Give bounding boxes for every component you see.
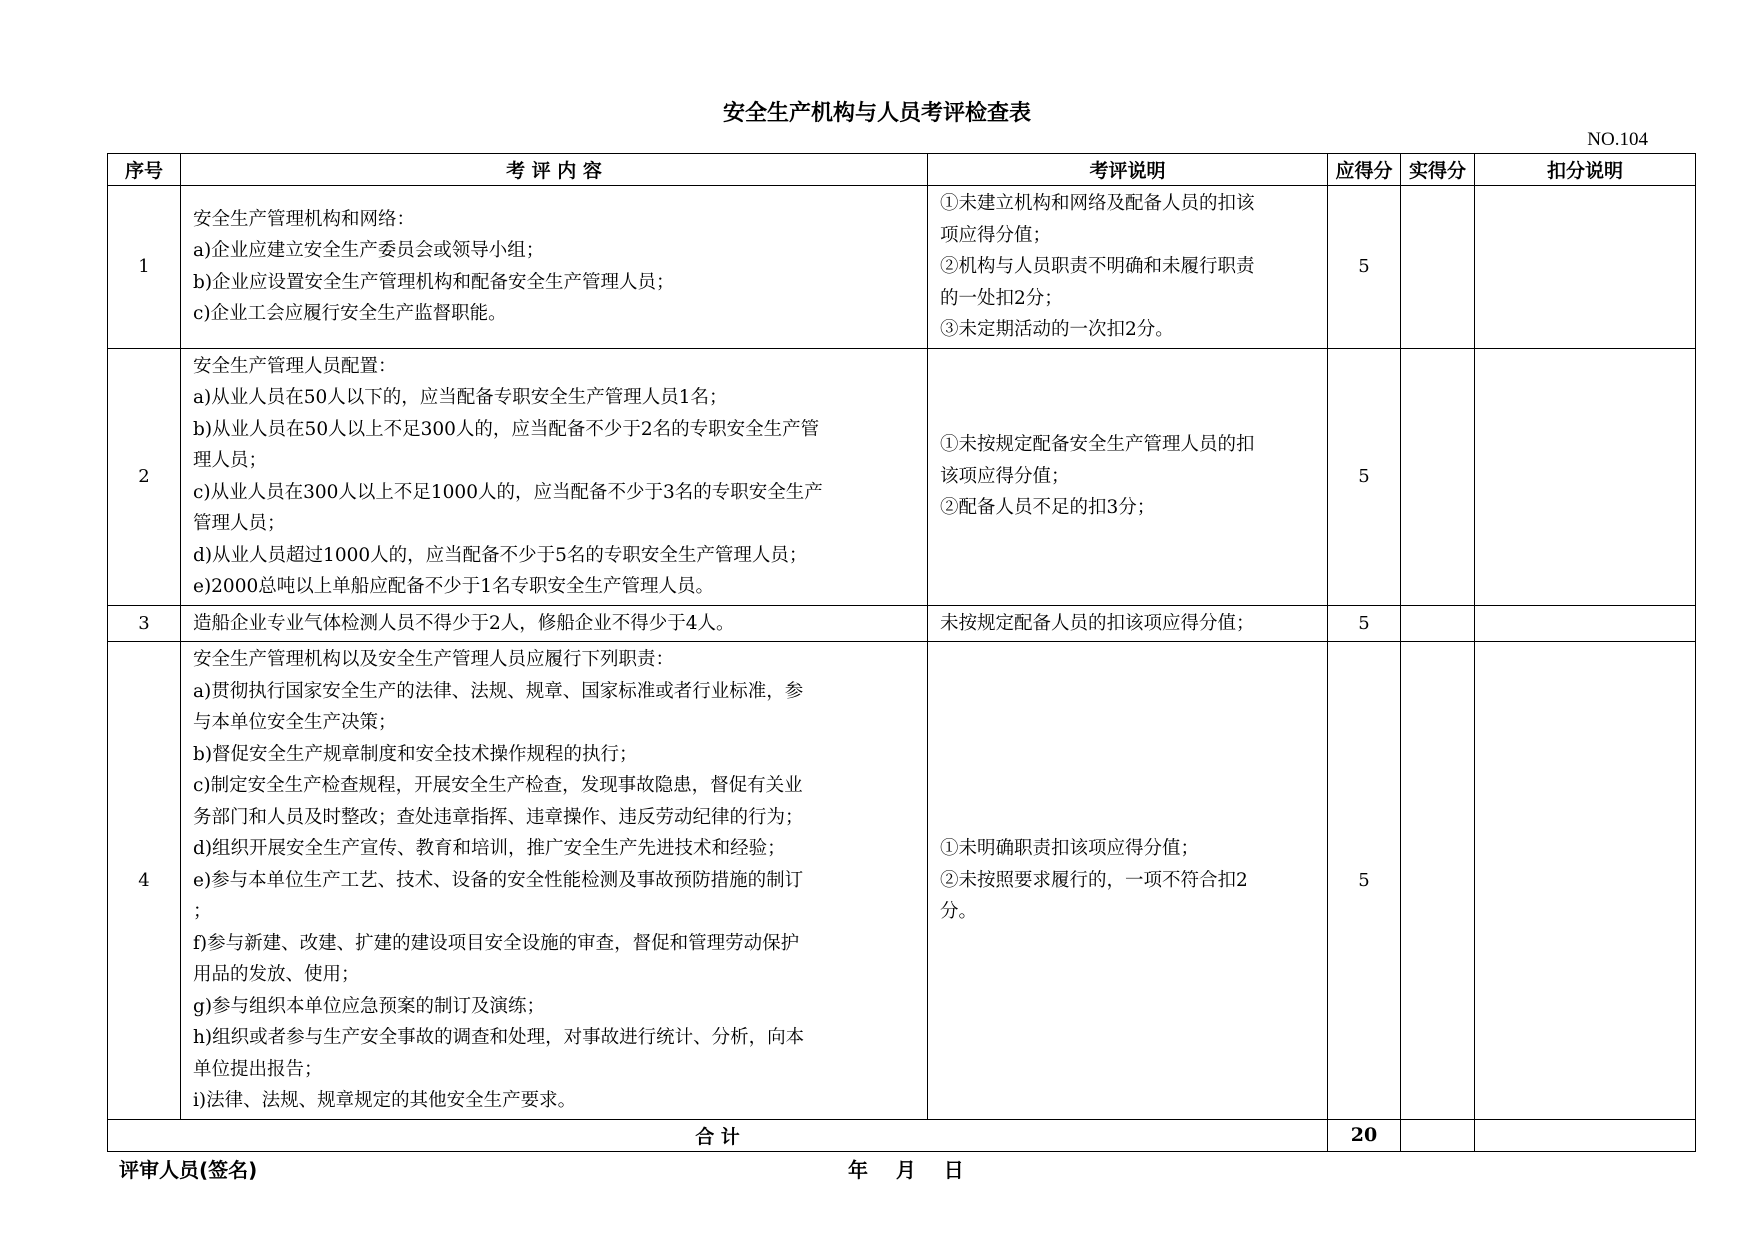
row-seq: 2 bbox=[108, 348, 181, 605]
header-note: 考评说明 bbox=[928, 154, 1328, 186]
row-expected-score: 5 bbox=[1328, 348, 1401, 605]
content-line: h)组织或者参与生产安全事故的调查和处理，对事故进行统计、分析，向本 bbox=[193, 1027, 805, 1048]
header-actual: 实得分 bbox=[1401, 154, 1475, 186]
content-line: b)督促安全生产规章制度和安全技术操作规程的执行； bbox=[193, 743, 638, 765]
evaluation-table bbox=[107, 153, 1696, 1152]
note-line: ①未建立机构和网络及配备人员的扣该 bbox=[940, 193, 1255, 214]
content-line: 理人员； bbox=[193, 450, 268, 471]
content-line: 务部门和人员及时整改；查处违章指挥、违章操作、违反劳动纪律的行为； bbox=[193, 806, 804, 828]
row-seq: 1 bbox=[108, 186, 181, 349]
total-row bbox=[108, 1119, 1696, 1151]
row-content bbox=[181, 186, 928, 349]
row-actual-score[interactable] bbox=[1401, 605, 1475, 642]
row-actual-score[interactable] bbox=[1401, 186, 1475, 349]
content-line: c)制定安全生产检查规程，开展安全生产检查，发现事故隐患，督促有关业 bbox=[193, 775, 803, 796]
content-line: d)组织开展安全生产宣传、教育和培训，推广安全生产先进技术和经验； bbox=[193, 838, 786, 859]
row-deduction-note[interactable] bbox=[1475, 642, 1696, 1120]
row-expected-score: 5 bbox=[1328, 605, 1401, 642]
content-line: ； bbox=[193, 901, 212, 922]
content-line: a)企业应建立安全生产委员会或领导小组； bbox=[193, 240, 545, 262]
note-line: 项应得分值； bbox=[940, 224, 1052, 246]
row-note bbox=[928, 642, 1328, 1120]
header-expected: 应得分 bbox=[1328, 154, 1401, 186]
note-line: ①未明确职责扣该项应得分值； bbox=[940, 838, 1200, 859]
content-line: 安全生产管理机构以及安全生产管理人员应履行下列职责： bbox=[193, 649, 675, 670]
note-line: 的一处扣2分； bbox=[940, 287, 1063, 309]
row-expected-score: 5 bbox=[1328, 186, 1401, 349]
content-line: e)参与本单位生产工艺、技术、设备的安全性能检测及事故预防措施的制订 bbox=[193, 869, 804, 891]
content-line: a)贯彻执行国家安全生产的法律、法规、规章、国家标准或者行业标准，参 bbox=[193, 680, 804, 702]
content-line: 管理人员； bbox=[193, 513, 286, 534]
date-label: 年 月 日 bbox=[848, 1158, 964, 1182]
total-expected: 20 bbox=[1328, 1119, 1401, 1151]
row-expected-score: 5 bbox=[1328, 642, 1401, 1120]
note-line: ③未定期活动的一次扣2分。 bbox=[940, 319, 1174, 340]
note-line: ②配备人员不足的扣3分； bbox=[940, 497, 1156, 519]
row-deduction-note[interactable] bbox=[1475, 348, 1696, 605]
content-line: a)从业人员在50人以下的，应当配备专职安全生产管理人员1名； bbox=[193, 387, 728, 408]
content-line: c)企业工会应履行安全生产监督职能。 bbox=[193, 303, 507, 325]
table-row bbox=[108, 186, 1696, 349]
note-line: ②未按照要求履行的，一项不符合扣2 bbox=[940, 869, 1248, 891]
note-line: 该项应得分值； bbox=[940, 465, 1070, 487]
row-seq: 4 bbox=[108, 642, 181, 1120]
row-note bbox=[928, 605, 1328, 642]
row-actual-score[interactable] bbox=[1401, 642, 1475, 1120]
content-line: 用品的发放、使用； bbox=[193, 964, 360, 985]
table-row bbox=[108, 605, 1696, 642]
document-number: NO.104 bbox=[1587, 129, 1648, 150]
header-content: 考 评 内 容 bbox=[181, 154, 928, 186]
total-deduction[interactable] bbox=[1475, 1119, 1696, 1151]
content-line: 安全生产管理人员配置： bbox=[193, 355, 397, 377]
note-line: ①未按规定配备安全生产管理人员的扣 bbox=[940, 434, 1255, 456]
reviewer-signature-label: 评审人员(签名) bbox=[119, 1158, 258, 1182]
content-line: f)参与新建、改建、扩建的建设项目安全设施的审查，督促和管理劳动保护 bbox=[193, 932, 800, 954]
content-line: 与本单位安全生产决策； bbox=[193, 712, 397, 733]
content-line: 单位提出报告； bbox=[193, 1058, 323, 1080]
table-header-row bbox=[108, 154, 1696, 186]
row-content bbox=[181, 642, 928, 1120]
row-seq: 3 bbox=[108, 605, 181, 642]
table-row bbox=[108, 348, 1696, 605]
note-line: 未按规定配备人员的扣该项应得分值； bbox=[940, 612, 1255, 634]
note-line: ②机构与人员职责不明确和未履行职责 bbox=[940, 256, 1255, 277]
table-row bbox=[108, 642, 1696, 1120]
content-line: c)从业人员在300人以上不足1000人的，应当配备不少于3名的专职安全生产 bbox=[193, 481, 823, 503]
row-actual-score[interactable] bbox=[1401, 348, 1475, 605]
content-line: b)企业应设置安全生产管理机构和配备安全生产管理人员； bbox=[193, 271, 675, 293]
row-content bbox=[181, 348, 928, 605]
row-note bbox=[928, 348, 1328, 605]
content-line: e)2000总吨以上单船应配备不少于1名专职安全生产管理人员。 bbox=[193, 576, 715, 597]
content-line: 造船企业专业气体检测人员不得少于2人，修船企业不得少于4人。 bbox=[193, 612, 735, 634]
total-actual[interactable] bbox=[1401, 1119, 1475, 1151]
row-deduction-note[interactable] bbox=[1475, 605, 1696, 642]
row-content bbox=[181, 605, 928, 642]
content-line: 安全生产管理机构和网络： bbox=[193, 208, 416, 230]
header-deduction: 扣分说明 bbox=[1475, 154, 1696, 186]
note-line: 分。 bbox=[940, 901, 978, 922]
content-line: i)法律、法规、规章规定的其他安全生产要求。 bbox=[193, 1090, 577, 1111]
content-line: b)从业人员在50人以上不足300人的，应当配备不少于2名的专职安全生产管 bbox=[193, 418, 820, 440]
page-title: 安全生产机构与人员考评检查表 bbox=[722, 101, 1031, 126]
content-line: g)参与组织本单位应急预案的制订及演练； bbox=[193, 995, 546, 1017]
content-line: d)从业人员超过1000人的，应当配备不少于5名的专职安全生产管理人员； bbox=[193, 544, 808, 566]
row-deduction-note[interactable] bbox=[1475, 186, 1696, 349]
row-note bbox=[928, 186, 1328, 349]
total-label: 合 计 bbox=[108, 1119, 1328, 1151]
header-seq: 序号 bbox=[108, 154, 181, 186]
